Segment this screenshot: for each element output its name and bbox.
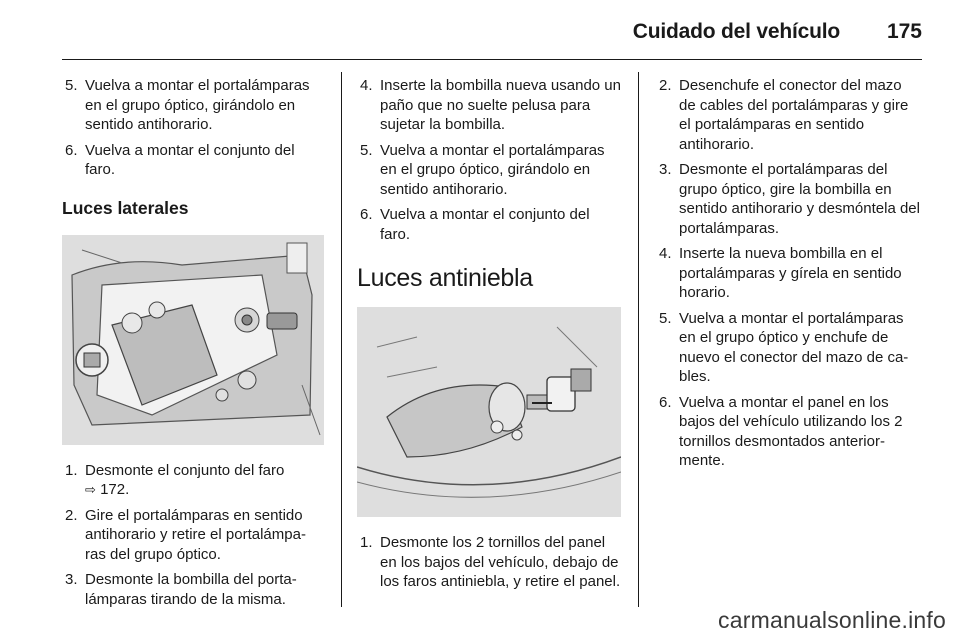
list-item: 6. Vuelva a montar el conjunto del faro. [360, 206, 590, 243]
list-item: 5. Vuelva a montar el portalámparas en el grupo óptico, girándolo en sentido antihorario. [360, 141, 605, 198]
section-title-luces-laterales: Luces laterales [62, 197, 189, 218]
list-item: 5. Vuelva a montar el portalámparas en el grupo óptico, girándolo en sentido antihorario. [65, 77, 310, 133]
steps-list [62, 461, 324, 610]
list-item: 2. Gire el portalámparas en sentido antihorario y retire el portalámpa-ras del grupo óptico. [65, 506, 306, 563]
list-item: 1. Desmonte los 2 tornillos del panel en los bajos del vehículo, debajo de los faros antiniebla, y retire el panel. [360, 534, 621, 590]
steps-list [357, 76, 623, 244]
column-1 [62, 76, 324, 615]
page-title: Cuidado del vehículo [632, 20, 840, 43]
page-number: 175 [886, 20, 922, 43]
headlamp-illustration [62, 235, 324, 445]
steps-list [656, 76, 922, 471]
list-item: 3. Desmonte la bombilla del porta-lámparas tirando de la misma. [65, 571, 297, 608]
header-divider [62, 59, 922, 60]
list-item: 4. Inserte la bombilla nueva usando un paño que no suelte pelusa para sujetar la bombilla. [360, 77, 621, 133]
page-header [0, 0, 960, 60]
watermark: carmanualsonline.info [718, 607, 946, 633]
list-item: 5. Vuelva a montar el portalámparas en el grupo óptico y enchufe de nuevo el conector del mazo de ca-bles. [659, 309, 909, 385]
steps-list [357, 533, 623, 592]
column-divider-1 [341, 72, 342, 607]
fog-light-illustration [357, 307, 621, 517]
section-title-luces-antiniebla: Luces antiniebla [357, 264, 533, 292]
fog-light-figure [357, 307, 621, 517]
list-item: 4. Inserte la nueva bombilla en el portalámparas y gírela en sentido horario. [659, 245, 902, 301]
headlamp-side-light-figure [62, 235, 324, 445]
list-item: 2. Desenchufe el conector del mazo de cables del portalámparas y gire el portalámparas en sentido antihorario. [659, 77, 909, 153]
column-2 [357, 76, 623, 598]
steps-list [62, 76, 324, 180]
list-item: 6. Vuelva a montar el conjunto del faro. [65, 141, 295, 178]
column-divider-2 [638, 72, 639, 607]
list-item: 3. Desmonte el portalámparas del grupo óptico, gire la bombilla en sentido antihorario y desmóntela del portalámparas. [659, 161, 920, 237]
list-item: 6. Vuelva a montar el panel en los bajos del vehículo utilizando los 2 tornillos desmontados anterior-mente. [659, 393, 903, 469]
page-reference-link[interactable]: 172. [100, 481, 130, 498]
arrow-right-icon: ⇨ [85, 482, 96, 497]
list-item: 1. Desmonte el conjunto del faro ⇨ 172. [65, 461, 285, 498]
column-3 [656, 76, 922, 477]
